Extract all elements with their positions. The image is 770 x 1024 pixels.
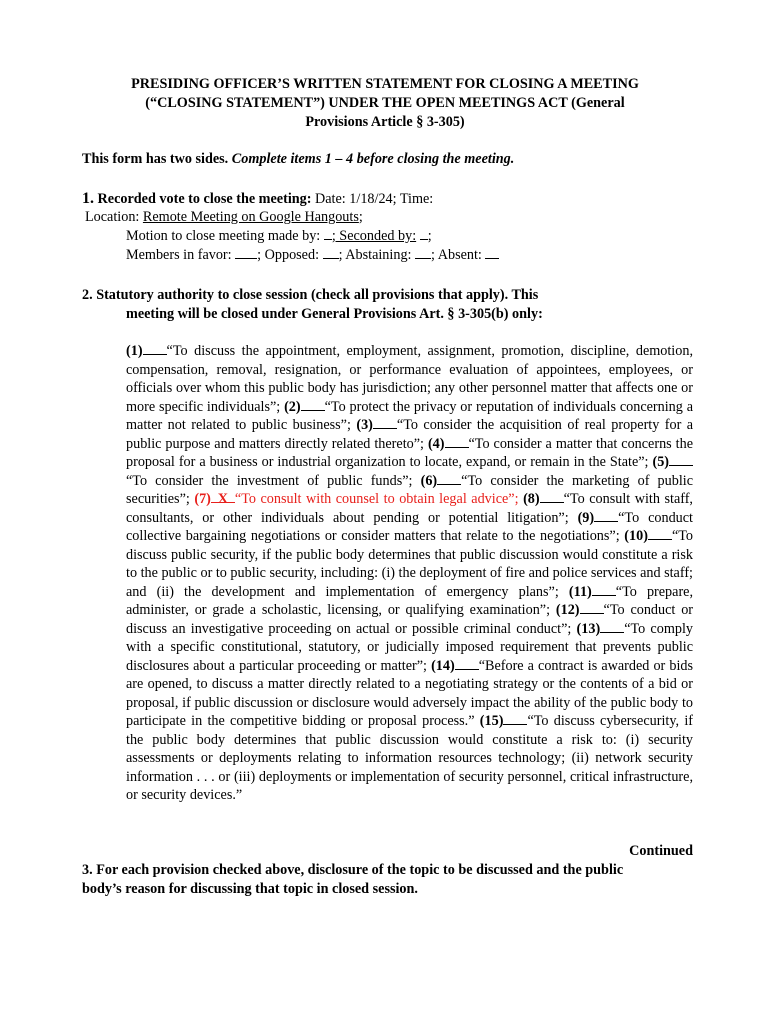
seconded-label: ; Seconded by: bbox=[331, 228, 417, 244]
provision-checkbox[interactable] bbox=[594, 509, 618, 522]
abstaining-label: ; Abstaining: bbox=[338, 247, 412, 263]
item1-location bbox=[85, 208, 363, 227]
opposed-blank[interactable] bbox=[323, 246, 339, 259]
provision-list bbox=[126, 342, 693, 805]
opposed-label: ; Opposed: bbox=[257, 247, 320, 263]
provision-text: “To discuss the appointment, employment, assignment, promotion, discipline, demotion, compensation, removal, resignation, or performance evaluation of appointees, employees, or officials over whom this public body has jurisdiction; any other personnel matter that affects one or more specific individuals”; bbox=[126, 343, 693, 415]
provision-text: “To consider the acquisition of real property for a public purpose and matters directly related thereto”; bbox=[126, 417, 694, 452]
provision-text: “Before a contract is awarded or bids are opened, to discuss a matter directly related to a negotiating strategy or the contents of a bid or proposal, if public discussion or disclosure would adversely impact the ability of the public body to participate in the competitive bidding or proposal process.” bbox=[126, 657, 693, 729]
provision-text: “To consider the marketing of public securities”; bbox=[126, 472, 694, 507]
provision-text: “To conduct or discuss an investigative proceeding on actual or possible criminal conduct”; bbox=[126, 602, 694, 637]
provision-text: “To consider the investment of public funds”; bbox=[126, 472, 413, 489]
form-title bbox=[0, 75, 770, 132]
provision-7 bbox=[194, 491, 518, 507]
provision-number: (10) bbox=[624, 528, 648, 544]
title-line-2: (“CLOSING STATEMENT”) UNDER THE OPEN MEETINGS ACT (General bbox=[145, 95, 625, 111]
provision-checkbox[interactable]: X bbox=[211, 490, 235, 503]
intro-italic: Complete items 1 – 4 before closing the meeting. bbox=[231, 151, 515, 167]
provision-checkbox[interactable] bbox=[437, 472, 461, 485]
provision-text: “To consult with staff, consultants, or other individuals about pending or potential litigation”; bbox=[126, 491, 693, 526]
members-blank[interactable] bbox=[235, 246, 257, 259]
item2-heading-line-2: meeting will be closed under General Provisions Art. § 3-305(b) only: bbox=[126, 306, 543, 322]
item1-number: 1. bbox=[82, 190, 94, 207]
provision-number: (14) bbox=[431, 657, 455, 674]
motion-blank[interactable] bbox=[324, 227, 332, 240]
provision-number: (15) bbox=[479, 713, 504, 729]
provision-checkbox[interactable] bbox=[373, 416, 397, 429]
item1-motion: Motion to close meeting made by: ; Seconded by: ; bbox=[126, 228, 432, 244]
item3-line-1: 3. For each provision checked above, disclosure of the topic to be discussed and the public bbox=[82, 862, 624, 878]
provision-checkbox[interactable] bbox=[592, 583, 616, 596]
provision-checkbox[interactable] bbox=[143, 342, 167, 355]
provision-checkbox[interactable] bbox=[648, 527, 672, 540]
provision-number: (9) bbox=[577, 509, 595, 526]
intro-line bbox=[82, 150, 514, 169]
provision-text: “To comply with a specific constitutional, statutory, or judicially imposed requirement that prevents public disclosures about a particular proceeding or matter”; bbox=[126, 620, 693, 674]
abstaining-blank[interactable] bbox=[415, 246, 431, 259]
motion-label: Motion to close meeting made by: bbox=[126, 228, 321, 244]
provision-number: (3) bbox=[356, 417, 373, 433]
provision-number: (1) bbox=[126, 343, 143, 359]
provision-number: (13) bbox=[576, 620, 601, 637]
absent-blank[interactable] bbox=[485, 246, 499, 259]
provision-number: (7) bbox=[194, 491, 211, 507]
provision-checkbox[interactable] bbox=[580, 601, 604, 614]
provision-text: “To discuss public security, if the public body determines that public discussion would constitute a risk to the public or to public security, including: (i) the deployment of fire and police services and staff; and (ii) the development and implementation of emergency plans”; bbox=[126, 528, 694, 600]
provision-text: “To prepare, administer, or grade a scholastic, licensing, or qualifying examination”; bbox=[126, 583, 694, 618]
provision-number: (12) bbox=[555, 602, 580, 618]
title-line-3: Provisions Article § 3-305) bbox=[305, 114, 465, 130]
title-line-1: PRESIDING OFFICER’S WRITTEN STATEMENT FOR CLOSING A MEETING bbox=[131, 76, 639, 92]
location-end: ; bbox=[358, 209, 363, 225]
provision-checkbox[interactable] bbox=[301, 398, 325, 411]
location-value: Remote Meeting on Google Hangouts bbox=[142, 209, 359, 225]
location-label: Location: bbox=[85, 209, 140, 225]
provision-text: “To conduct collective bargaining negotiations or consider matters that relate to the negotiations”; bbox=[126, 509, 693, 544]
provision-number: (11) bbox=[568, 583, 592, 600]
provision-checkbox[interactable] bbox=[445, 435, 469, 448]
provision-number: (5) bbox=[652, 454, 670, 470]
absent-label: ; Absent: bbox=[431, 247, 482, 263]
provision-text: “To discuss cybersecurity, if the public body determines that public discussion would constitute a risk to: (i) security assessments or deployments relating to information resources technology; (ii) network security information . . . or (iii) deployments or implementation of security personnel, critical infrastructure, or security devices.” bbox=[126, 713, 694, 803]
item1-date-time: Date: 1/18/24; Time: bbox=[315, 191, 434, 207]
provision-checkbox[interactable] bbox=[600, 620, 624, 633]
provision-number: (6) bbox=[420, 472, 438, 489]
item1-members bbox=[126, 246, 499, 265]
intro-bold: This form has two sides. bbox=[82, 151, 229, 167]
provision-number: (2) bbox=[284, 398, 301, 415]
provision-text: “To consider a matter that concerns the proposal for a business or industrial organization to locate, expand, or remain in the State”; bbox=[126, 435, 693, 470]
item2-heading-line-1: 2. Statutory authority to close session (check all provisions that apply). This bbox=[82, 287, 539, 303]
item3-line-2: body’s reason for discussing that topic in closed session. bbox=[82, 881, 418, 897]
provision-text: “To consult with counsel to obtain legal advice”; bbox=[234, 491, 519, 507]
provision-text: “To protect the privacy or reputation of individuals concerning a matter not related to public business”; bbox=[126, 398, 693, 433]
provision-checkbox[interactable] bbox=[540, 490, 564, 503]
provision-checkbox[interactable] bbox=[669, 453, 693, 466]
item1-heading bbox=[82, 189, 433, 209]
members-label: Members in favor: bbox=[126, 247, 232, 263]
provision-checkbox[interactable] bbox=[503, 712, 527, 725]
seconded-blank[interactable] bbox=[420, 227, 428, 240]
item1-label: Recorded vote to close the meeting: bbox=[97, 191, 312, 207]
provision-checkbox[interactable] bbox=[455, 657, 479, 670]
provision-number: (8) bbox=[523, 491, 540, 507]
continued-label: Continued bbox=[629, 843, 693, 859]
provision-number: (4) bbox=[427, 435, 445, 452]
